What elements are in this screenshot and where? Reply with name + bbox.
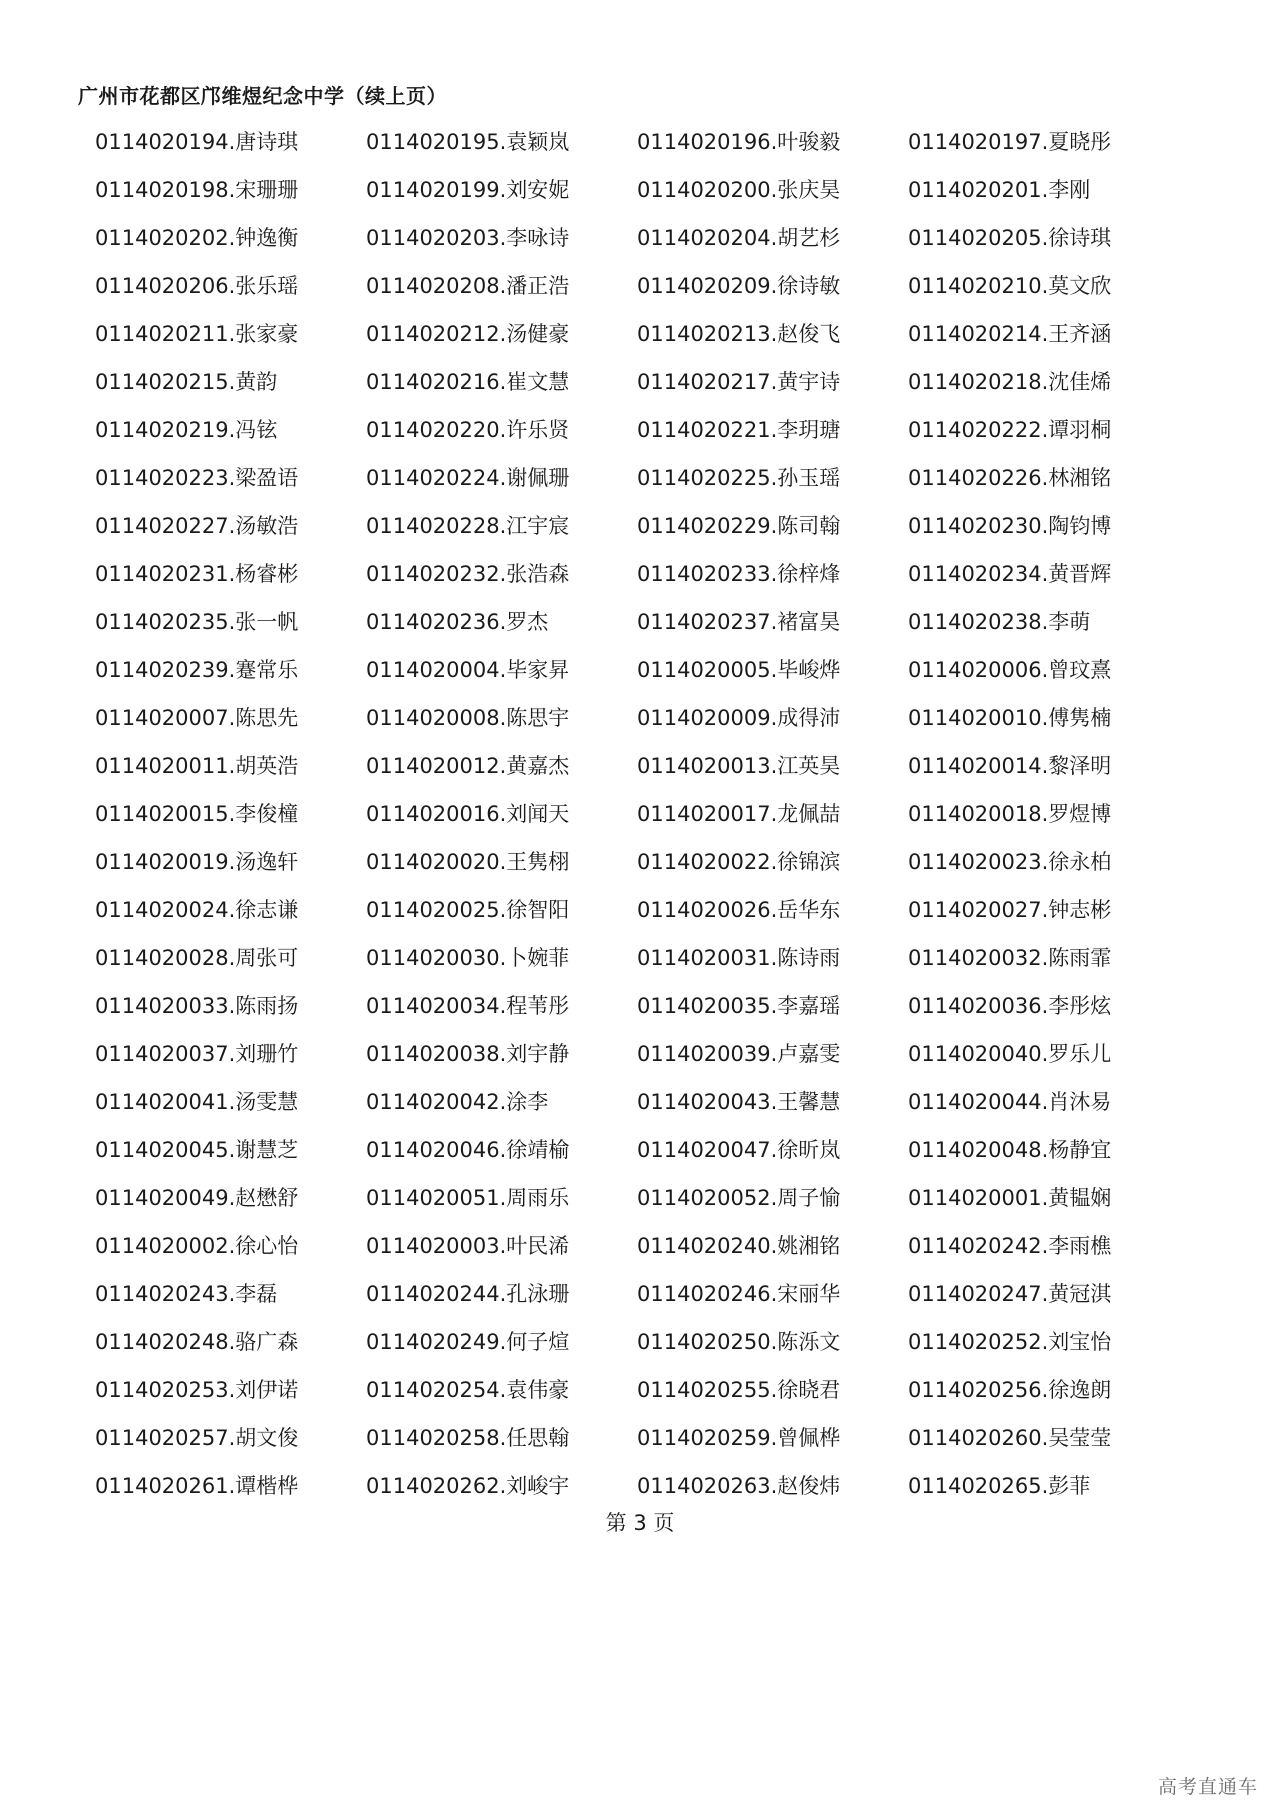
student-entry: 0114020260.吴莹莹 (908, 1426, 1112, 1450)
student-entry: 0114020201.李刚 (908, 178, 1091, 202)
student-entry: 0114020208.潘正浩 (366, 274, 570, 298)
student-entry: 0114020221.李玥瑭 (637, 418, 841, 442)
student-entry: 0114020004.毕家昇 (366, 658, 570, 682)
student-entry: 0114020209.徐诗敏 (637, 274, 841, 298)
student-entry: 0114020218.沈佳烯 (908, 370, 1112, 394)
student-entry: 0114020259.曾佩桦 (637, 1426, 841, 1450)
student-entry: 0114020247.黄冠淇 (908, 1282, 1112, 1306)
student-entry: 0114020016.刘闻天 (366, 802, 570, 826)
student-entry: 0114020232.张浩森 (366, 562, 570, 586)
roster-row (95, 645, 1235, 693)
student-entry: 0114020240.姚湘铭 (637, 1234, 841, 1258)
roster-row (95, 1413, 1235, 1461)
student-entry: 0114020219.冯铉 (95, 418, 278, 442)
student-entry: 0114020226.林湘铭 (908, 466, 1112, 490)
student-entry: 0114020035.李嘉瑶 (637, 994, 841, 1018)
roster-row (95, 357, 1235, 405)
student-entry: 0114020025.徐智阳 (366, 898, 570, 922)
student-entry: 0114020033.陈雨扬 (95, 994, 299, 1018)
student-entry: 0114020244.孔泳珊 (366, 1282, 570, 1306)
student-entry: 0114020013.江英昊 (637, 754, 841, 778)
student-entry: 0114020015.李俊橦 (95, 802, 299, 826)
student-entry: 0114020198.宋珊珊 (95, 178, 299, 202)
student-entry: 0114020230.陶钧博 (908, 514, 1112, 538)
student-entry: 0114020043.王馨慧 (637, 1090, 841, 1114)
student-entry: 0114020216.崔文慧 (366, 370, 570, 394)
student-entry: 0114020246.宋丽华 (637, 1282, 841, 1306)
roster-row (95, 117, 1235, 165)
student-entry: 0114020202.钟逸衡 (95, 226, 299, 250)
student-entry: 0114020040.罗乐儿 (908, 1042, 1112, 1066)
student-entry: 0114020263.赵俊炜 (637, 1474, 841, 1498)
roster-row (95, 405, 1235, 453)
student-entry: 0114020211.张家豪 (95, 322, 299, 346)
student-entry: 0114020234.黄晋辉 (908, 562, 1112, 586)
roster-row (95, 1365, 1235, 1413)
student-entry: 0114020242.李雨樵 (908, 1234, 1112, 1258)
student-entry: 0114020243.李磊 (95, 1282, 278, 1306)
roster-row (95, 693, 1235, 741)
student-entry: 0114020204.胡艺杉 (637, 226, 841, 250)
student-entry: 0114020022.徐锦滨 (637, 850, 841, 874)
student-entry: 0114020265.彭菲 (908, 1474, 1091, 1498)
student-entry: 0114020249.何子煊 (366, 1330, 570, 1354)
student-entry: 0114020034.程苇彤 (366, 994, 570, 1018)
student-entry: 0114020203.李咏诗 (366, 226, 570, 250)
student-entry: 0114020261.谭楷桦 (95, 1474, 299, 1498)
student-entry: 0114020205.徐诗琪 (908, 226, 1112, 250)
student-entry: 0114020046.徐靖榆 (366, 1138, 570, 1162)
student-entry: 0114020237.褚富昊 (637, 610, 841, 634)
student-entry: 0114020228.江宇宸 (366, 514, 570, 538)
roster-row (95, 1125, 1235, 1173)
student-roster (95, 117, 1235, 1509)
student-entry: 0114020006.曾玟熹 (908, 658, 1112, 682)
student-entry: 0114020253.刘伊诺 (95, 1378, 299, 1402)
student-entry: 0114020194.唐诗琪 (95, 130, 299, 154)
student-entry: 0114020052.周子愉 (637, 1186, 841, 1210)
student-entry: 0114020011.胡英浩 (95, 754, 299, 778)
student-entry: 0114020002.徐心怡 (95, 1234, 299, 1258)
student-entry: 0114020001.黄韫娴 (908, 1186, 1112, 1210)
roster-row (95, 1461, 1235, 1509)
student-entry: 0114020196.叶骏毅 (637, 130, 841, 154)
student-entry: 0114020020.王隽栩 (366, 850, 570, 874)
student-entry: 0114020199.刘安妮 (366, 178, 570, 202)
student-entry: 0114020045.谢慧芝 (95, 1138, 299, 1162)
student-entry: 0114020023.徐永柏 (908, 850, 1112, 874)
student-entry: 0114020233.徐梓烽 (637, 562, 841, 586)
student-entry: 0114020257.胡文俊 (95, 1426, 299, 1450)
student-entry: 0114020212.汤健豪 (366, 322, 570, 346)
student-entry: 0114020220.许乐贤 (366, 418, 570, 442)
student-entry: 0114020049.赵懋舒 (95, 1186, 299, 1210)
student-entry: 0114020262.刘峻宇 (366, 1474, 570, 1498)
roster-row (95, 837, 1235, 885)
student-entry: 0114020051.周雨乐 (366, 1186, 570, 1210)
student-entry: 0114020206.张乐瑶 (95, 274, 299, 298)
roster-row (95, 453, 1235, 501)
student-entry: 0114020235.张一帆 (95, 610, 299, 634)
student-entry: 0114020236.罗杰 (366, 610, 549, 634)
student-entry: 0114020223.梁盈语 (95, 466, 299, 490)
student-entry: 0114020210.莫文欣 (908, 274, 1112, 298)
student-entry: 0114020254.袁伟豪 (366, 1378, 570, 1402)
student-entry: 0114020037.刘珊竹 (95, 1042, 299, 1066)
roster-row (95, 885, 1235, 933)
roster-row (95, 789, 1235, 837)
student-entry: 0114020222.谭羽桐 (908, 418, 1112, 442)
watermark: 高考直通车 (1157, 1776, 1258, 1798)
student-entry: 0114020044.肖沐易 (908, 1090, 1112, 1114)
roster-row (95, 1173, 1235, 1221)
student-entry: 0114020019.汤逸轩 (95, 850, 299, 874)
student-entry: 0114020225.孙玉瑶 (637, 466, 841, 490)
student-entry: 0114020032.陈雨霏 (908, 946, 1112, 970)
student-entry: 0114020231.杨睿彬 (95, 562, 299, 586)
page-title: 广州市花都区邝维煜纪念中学（续上页） (78, 84, 447, 108)
student-entry: 0114020038.刘宇静 (366, 1042, 570, 1066)
student-entry: 0114020255.徐晓君 (637, 1378, 841, 1402)
student-entry: 0114020213.赵俊飞 (637, 322, 841, 346)
student-entry: 0114020009.成得沛 (637, 706, 841, 730)
student-entry: 0114020239.蹇常乐 (95, 658, 299, 682)
roster-row (95, 261, 1235, 309)
roster-row (95, 597, 1235, 645)
roster-row (95, 981, 1235, 1029)
student-entry: 0114020224.谢佩珊 (366, 466, 570, 490)
roster-row (95, 549, 1235, 597)
student-entry: 0114020200.张庆昊 (637, 178, 841, 202)
roster-row (95, 309, 1235, 357)
roster-row (95, 741, 1235, 789)
roster-row (95, 1029, 1235, 1077)
student-entry: 0114020258.任思翰 (366, 1426, 570, 1450)
student-entry: 0114020012.黄嘉杰 (366, 754, 570, 778)
roster-row (95, 501, 1235, 549)
student-entry: 0114020252.刘宝怡 (908, 1330, 1112, 1354)
student-entry: 0114020041.汤雯慧 (95, 1090, 299, 1114)
student-entry: 0114020214.王齐涵 (908, 322, 1112, 346)
student-entry: 0114020227.汤敏浩 (95, 514, 299, 538)
roster-row (95, 213, 1235, 261)
student-entry: 0114020005.毕峻烨 (637, 658, 841, 682)
student-entry: 0114020008.陈思宇 (366, 706, 570, 730)
student-entry: 0114020007.陈思先 (95, 706, 299, 730)
student-entry: 0114020039.卢嘉雯 (637, 1042, 841, 1066)
student-entry: 0114020048.杨静宜 (908, 1138, 1112, 1162)
student-entry: 0114020010.傅隽楠 (908, 706, 1112, 730)
student-entry: 0114020250.陈泺文 (637, 1330, 841, 1354)
student-entry: 0114020028.周张可 (95, 946, 299, 970)
student-entry: 0114020195.袁颖岚 (366, 130, 570, 154)
student-entry: 0114020017.龙佩喆 (637, 802, 841, 826)
student-entry: 0114020197.夏晓彤 (908, 130, 1112, 154)
roster-row (95, 165, 1235, 213)
student-entry: 0114020014.黎泽明 (908, 754, 1112, 778)
student-entry: 0114020248.骆广森 (95, 1330, 299, 1354)
student-entry: 0114020217.黄宇诗 (637, 370, 841, 394)
roster-row (95, 1221, 1235, 1269)
student-entry: 0114020215.黄韵 (95, 370, 278, 394)
student-entry: 0114020003.叶民浠 (366, 1234, 570, 1258)
roster-row (95, 1077, 1235, 1125)
roster-row (95, 1269, 1235, 1317)
student-entry: 0114020030.卜婉菲 (366, 946, 570, 970)
student-entry: 0114020042.涂李 (366, 1090, 549, 1114)
page-number: 第 3 页 (605, 1511, 675, 1535)
student-entry: 0114020027.钟志彬 (908, 898, 1112, 922)
student-entry: 0114020026.岳华东 (637, 898, 841, 922)
student-entry: 0114020024.徐志谦 (95, 898, 299, 922)
roster-row (95, 1317, 1235, 1365)
roster-row (95, 933, 1235, 981)
student-entry: 0114020031.陈诗雨 (637, 946, 841, 970)
student-entry: 0114020238.李萌 (908, 610, 1091, 634)
student-entry: 0114020256.徐逸朗 (908, 1378, 1112, 1402)
student-entry: 0114020036.李彤炫 (908, 994, 1112, 1018)
student-entry: 0114020047.徐昕岚 (637, 1138, 841, 1162)
student-entry: 0114020229.陈司翰 (637, 514, 841, 538)
student-entry: 0114020018.罗煜博 (908, 802, 1112, 826)
